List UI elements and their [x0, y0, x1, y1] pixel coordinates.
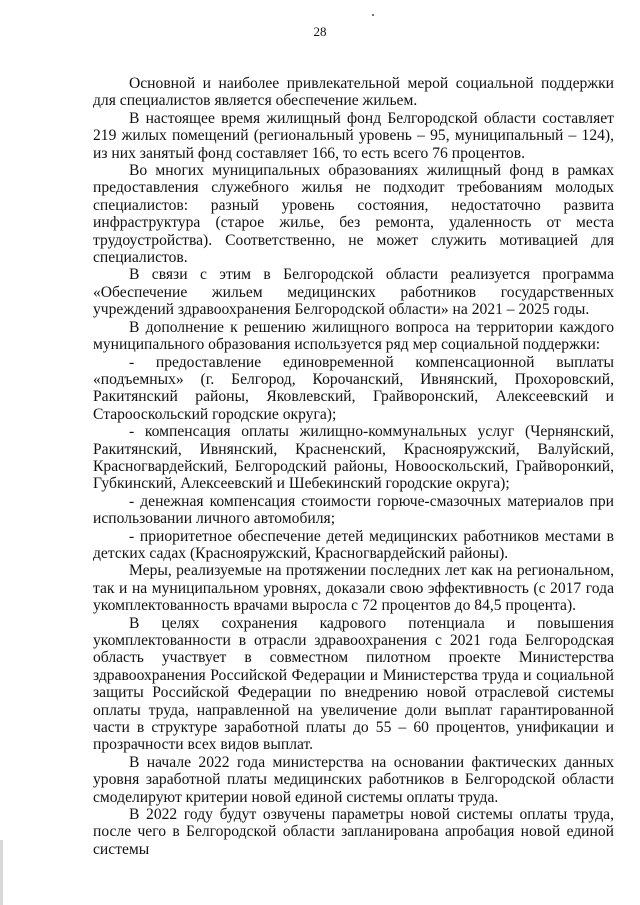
list-item-utilities-compensation: - компенсация оплаты жилищно-коммунальных услуг (Чернянский, Ракитянский, Ивнянский, Красненский, Краснояружский, Валуйский, Красногвардейский, Белгородский районы, Новооскольский, Грайворонкий, Губкинский, Алексеевский и Шебекинский городские округа);	[93, 423, 614, 493]
page-number: 28	[313, 24, 327, 39]
paragraph-pilot-project: В целях сохранения кадрового потенциала и повышения укомплектованности в отрасли здравоохранения с 2021 года Белгородская область участвует в совместном пилотном проекте Министерства здравоохранения Российской Федерации и Министерства труда и социальной защиты Российской Федерации по внедрению новой отраслевой системы оплаты труда, направленной на увеличение доли выплат гарантированной части в структуре заработной платы до 55 – 60 процентов, унификации и прозрачности всех видов выплат.	[93, 614, 614, 754]
paragraph-municipal-housing: Во многих муниципальных образованиях жилищный фонд в рамках предоставления служебного жилья не подходит требованиям молодых специалистов: разный уровень состояния, недостаточно развита инфраструктура (старое жилье, без ремонта, удаленность от места трудоустройства). Соответственно, не может служить мотивацией для специалистов.	[93, 162, 614, 267]
list-item-kindergarten-priority: - приоритетное обеспечение детей медицинских работников местами в детских садах (Краснояружский, Красногвардейский районы).	[93, 527, 614, 562]
list-item-fuel-compensation: - денежная компенсация стоимости горюче-смазочных материалов при использовании личного автомобиля;	[93, 492, 614, 528]
paragraph-housing-fund: В настоящее время жилищный фонд Белгородской области составляет 219 жилых помещений (региональный уровень – 95, муниципальный – 124), из них занятый фонд составляет 166, то есть всего 76 процентов.	[93, 109, 614, 162]
paragraph-program: В связи с этим в Белгородской области реализуется программа «Обеспечение жильем медицинских работников государственных учреждений здравоохранения Белгородской области» на 2021 – 2025 годы.	[93, 266, 614, 319]
scan-mark	[372, 14, 374, 16]
paragraph-effectiveness: Меры, реализуемые на протяжении последних лет как на региональном, так и на муниципальном уровнях, доказали свою эффективность (с 2017 года укомплектованность врачами выросла с 72 процентов до 84,5 процента).	[93, 562, 614, 615]
paragraph-support-measures-intro: В дополнение к решению жилищного вопроса на территории каждого муниципального образования используется ряд мер социальной поддержки:	[93, 318, 614, 354]
paragraph-new-system-2022: В 2022 году будут озвучены параметры новой системы оплаты труда, после чего в Белгородской области запланирована апробация новой единой системы	[93, 806, 614, 858]
document-body	[93, 75, 614, 858]
paragraph-salary-criteria: В начале 2022 года министерства на основании фактических данных уровня заработной платы медицинских работников в Белгородской области смоделируют критерии новой единой системы оплаты труда.	[93, 753, 614, 806]
scan-edge-shadow	[0, 840, 3, 905]
paragraph-housing-measure: Основной и наиболее привлекательной мерой социальной поддержки для специалистов является обеспечение жильем.	[93, 75, 614, 110]
list-item-relocation-payment: - предоставление единовременной компенсационной выплаты «подъемных» (г. Белгород, Корочанский, Ивнянский, Прохоровский, Ракитянский районы, Яковлевский, Грайворонский, Алексеевский и Старооскольский городские округа);	[93, 353, 614, 423]
